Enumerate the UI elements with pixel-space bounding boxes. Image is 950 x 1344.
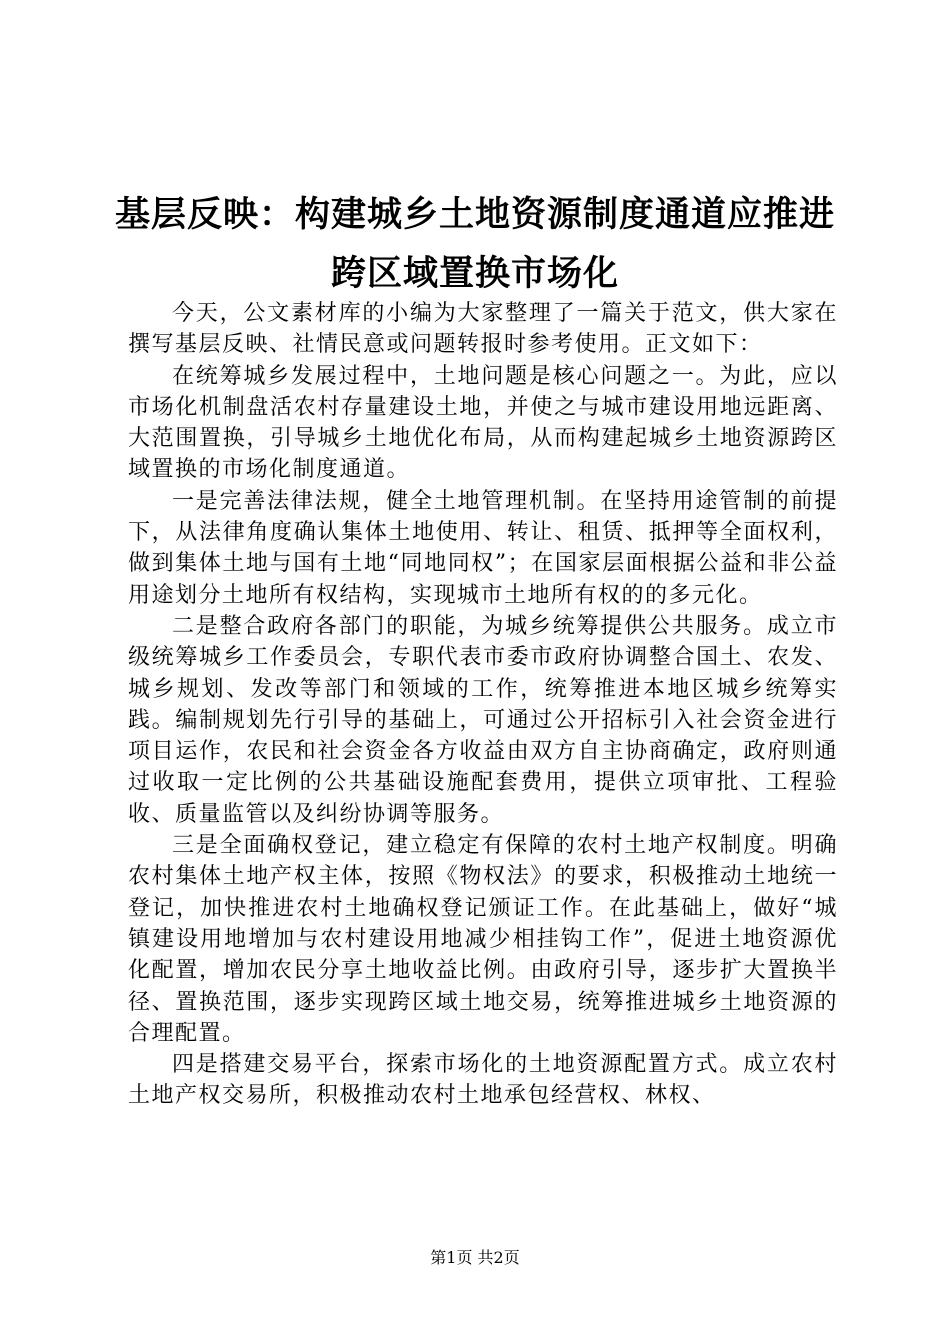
paragraph-point-three: 三是全面确权登记，建立稳定有保障的农村土地产权制度。明确农村集体土地产权主体，按照《物权法》的要求，积极推动土地统一登记，加快推进农村土地确权登记颁证工作。在此基础上，做好“城镇建设用地增加与农村建设用地减少相挂钩工作”，促进土地资源优化配置，增加农民分享土地收益比例。由政府引导，逐步扩大置换半径、置换范围，逐步实现跨区域土地交易，统筹推进城乡土地资源的合理配置。 [128, 833, 838, 1046]
document-body [128, 298, 838, 1112]
paragraph-point-one: 一是完善法律法规，健全土地管理机制。在坚持用途管制的前提下，从法律角度确认集体土地使用、转让、租赁、抵押等全面权利，做到集体土地与国有土地“同地同权”；在国家层面根据公益和非公益用途划分土地所有权结构，实现城市土地所有权的的多元化。 [128, 488, 838, 608]
document-title-line-2: 跨区域置换市场化 [330, 253, 619, 294]
paragraph-background: 在统筹城乡发展过程中，土地问题是核心问题之一。为此，应以市场化机制盘活农村存量建设土地，并使之与城市建设用地远距离、大范围置换，引导城乡土地优化布局，从而构建起城乡土地资源跨区域置换的市场化制度通道。 [128, 363, 838, 483]
paragraph-intro: 今天，公文素材库的小编为大家整理了一篇关于范文，供大家在撰写基层反映、社情民意或问题转报时参考使用。正文如下： [128, 301, 838, 358]
document-title-line-1: 基层反映：构建城乡土地资源制度通道应推进 [114, 194, 835, 235]
page-number-footer: 第1页 共2页 [430, 1248, 520, 1267]
paragraph-point-two: 二是整合政府各部门的职能，为城乡统筹提供公共服务。成立市级统筹城乡工作委员会，专职代表市委市政府协调整合国土、农发、城乡规划、发改等部门和领域的工作，统筹推进本地区城乡统筹实践。编制规划先行引导的基础上，可通过公开招标引入社会资金进行项目运作，农民和社会资金各方收益由双方自主协商确定，政府则通过收取一定比例的公共基础设施配套费用，提供立项审批、工程验收、质量监管以及纠纷协调等服务。 [128, 613, 838, 827]
paragraph-point-four: 四是搭建交易平台，探索市场化的土地资源配置方式。成立农村土地产权交易所，积极推动农村土地承包经营权、林权、 [128, 1052, 838, 1109]
